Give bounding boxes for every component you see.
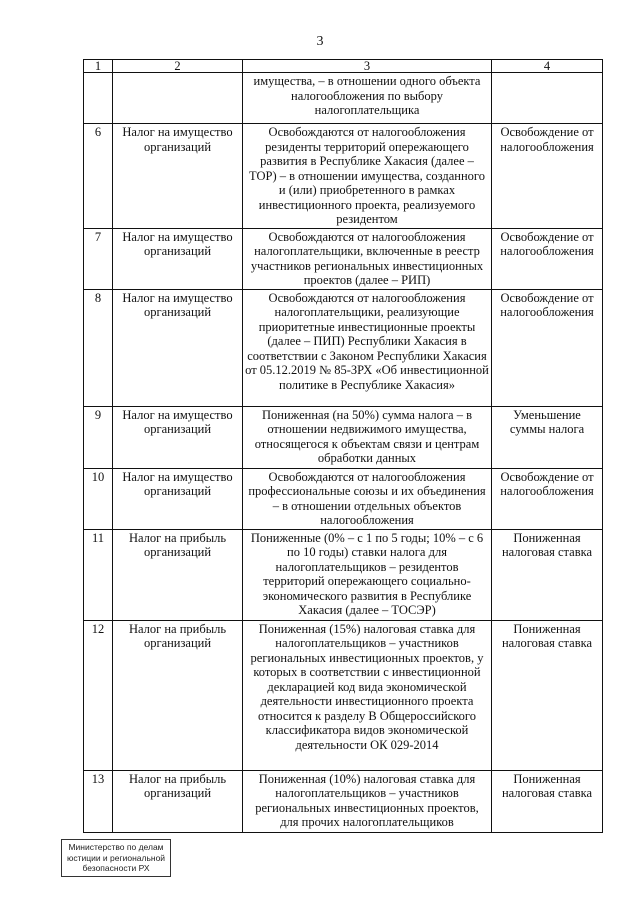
benefit-type: Пониженная налоговая ставка [492, 770, 603, 832]
tax-name: Налог на имущество организаций [113, 406, 243, 468]
benefit-type: Уменьшение суммы налога [492, 406, 603, 468]
tax-name: Налог на прибыль организаций [113, 770, 243, 832]
tax-name: Налог на имущество организаций [113, 228, 243, 289]
benefit-description: Освобождаются от налогообложения налогоплательщики, включенные в реестр участников региональных инвестиционных проектов (далее – РИП) [243, 228, 492, 289]
row-number: 7 [84, 228, 113, 289]
page-number: 3 [316, 34, 324, 49]
table-row [84, 770, 603, 832]
ministry-stamp [61, 839, 171, 877]
table-row [84, 468, 603, 529]
benefit-description: имущества, – в отношении одного объекта налогообложения по выбору налогоплательщика [243, 73, 492, 124]
tax-name: Налог на прибыль организаций [113, 529, 243, 620]
tax-name: Налог на имущество организаций [113, 124, 243, 229]
table-row [84, 529, 603, 620]
benefit-type: Освобождение от налогообложения [492, 124, 603, 229]
benefit-type: Освобождение от налогообложения [492, 228, 603, 289]
tax-name: Налог на имущество организаций [113, 468, 243, 529]
benefit-description: Пониженные (0% – с 1 по 5 годы; 10% – с 6 по 10 годы) ставки налога для налогоплательщиков – резидентов территорий опережающего социально-экономического развития в Республике Хакасия (далее – ТОСЭР) [243, 529, 492, 620]
benefit-type: Освобождение от налогообложения [492, 289, 603, 406]
benefit-description: Освобождаются от налогообложения профессиональные союзы и их объединения – в отношении отдельных объектов налогообложения [243, 468, 492, 529]
row-number: 11 [84, 529, 113, 620]
stamp-line-1: Министерство по делам [68, 842, 164, 852]
row-number: 12 [84, 620, 113, 770]
tax-name: Налог на прибыль организаций [113, 620, 243, 770]
table-row [84, 124, 603, 229]
benefit-description: Пониженная (15%) налоговая ставка для налогоплательщиков – участников региональных инвестиционных проектов, у которых в соответствии с инвестиционной декларацией код вида экономической деятельности инвестиционного проекта относится к разделу В Общероссийского классификатора видов экономической деятельности ОК 029-2014 [243, 620, 492, 770]
table-row [84, 289, 603, 406]
table-row [84, 228, 603, 289]
header-cell-2: 2 [113, 60, 243, 73]
tax-name: Налог на имущество организаций [113, 289, 243, 406]
benefit-description: Освобождаются от налогообложения резиденты территорий опережающего развития в Республике Хакасия (далее – ТОР) – в отношении имущества, созданного и (или) приобретенного в рамках инвестиционного проекта, реализуемого резидентом [243, 124, 492, 229]
table-row [84, 620, 603, 770]
benefit-description: Пониженная (10%) налоговая ставка для налогоплательщиков – участников региональных инвестиционных проектов, для прочих налогоплательщиков [243, 770, 492, 832]
row-number: 6 [84, 124, 113, 229]
row-number: 8 [84, 289, 113, 406]
benefit-description: Пониженная (на 50%) сумма налога – в отношении недвижимого имущества, относящегося к объектам связи и центрам обработки данных [243, 406, 492, 468]
stamp-line-2: юстиции и региональной [66, 852, 166, 863]
tax-benefits-table [83, 59, 603, 833]
benefit-type [492, 73, 603, 124]
header-cell-4: 4 [492, 60, 603, 73]
tax-name [113, 73, 243, 124]
benefit-type: Пониженная налоговая ставка [492, 620, 603, 770]
table-row [84, 406, 603, 468]
row-number [84, 73, 113, 124]
row-number: 10 [84, 468, 113, 529]
row-number: 9 [84, 406, 113, 468]
benefit-type: Освобождение от налогообложения [492, 468, 603, 529]
stamp-line-3: безопасности РХ [82, 863, 150, 873]
table-header-row [84, 60, 603, 73]
row-number: 13 [84, 770, 113, 832]
benefit-description: Освобождаются от налогообложения налогоплательщики, реализующие приоритетные инвестиционные проекты (далее – ПИП) Республики Хакасия в соответствии с Законом Республики Хакасия от 05.12.2019 № 85-ЗРХ «Об инвестиционной политике в Республике Хакасия» [243, 289, 492, 406]
table-row [84, 73, 603, 124]
header-cell-1: 1 [84, 60, 113, 73]
benefit-type: Пониженная налоговая ставка [492, 529, 603, 620]
header-cell-3: 3 [243, 60, 492, 73]
